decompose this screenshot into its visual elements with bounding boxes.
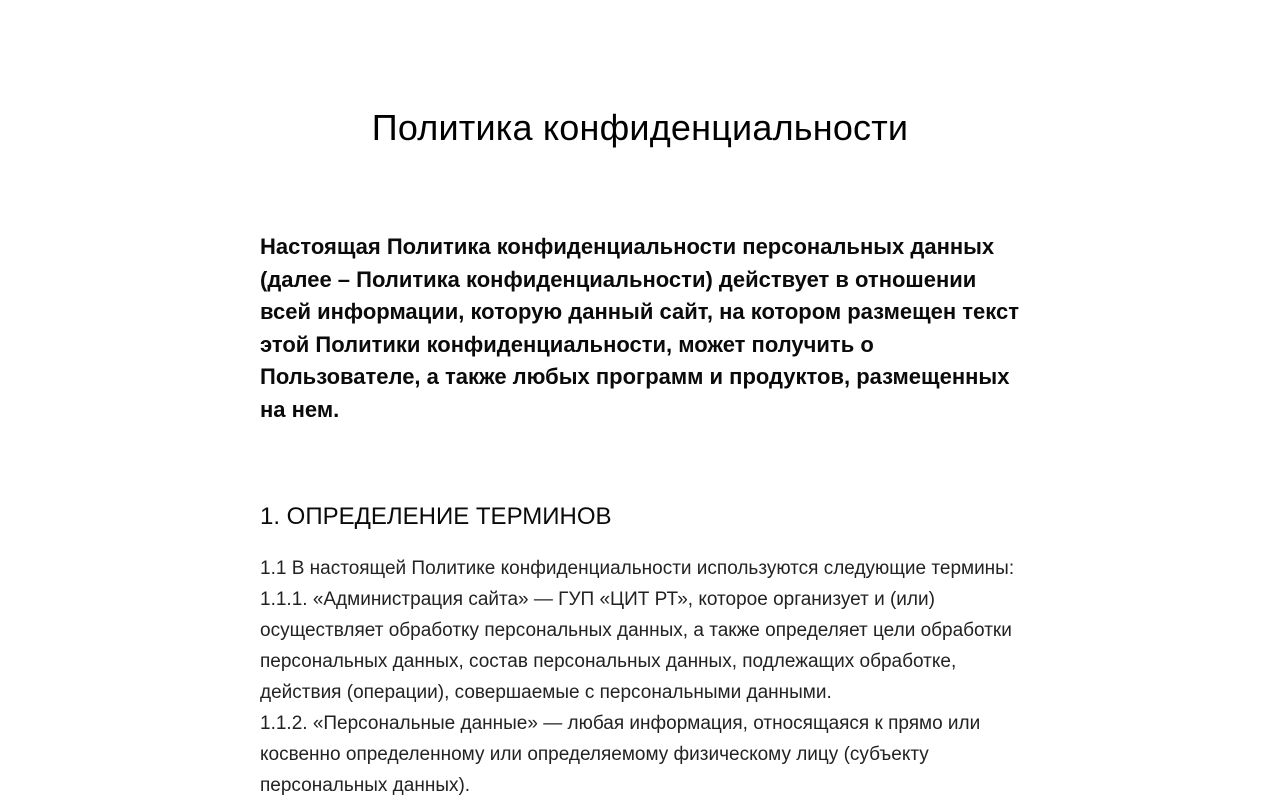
document-content	[260, 231, 1028, 800]
section-heading-definitions: 1. ОПРЕДЕЛЕНИЕ ТЕРМИНОВ	[260, 503, 612, 530]
paragraph-1-1-1: 1.1.1. «Администрация сайта» — ГУП «ЦИТ РТ», которое организует и (или) осуществляет обработку персональных данных, а также определяет цели обработки персональных данных, состав персональных данных, подлежащих обработке, действия (операции), совершаемые с персональными данными.	[260, 589, 1012, 703]
lead-paragraph: Настоящая Политика конфиденциальности персональных данных (далее – Политика конфиденциальности) действует в отношении всей информации, которую данный сайт, на котором размещен текст этой Политики конфиденциальности, может получить о Пользователе, а также любых программ и продуктов, размещенных на нем.	[260, 234, 1020, 422]
section-body-definitions	[260, 553, 1028, 800]
paragraph-1-1-2: 1.1.2. «Персональные данные» — любая информация, относящаяся к прямо или косвенно определенному или определяемому физическому лицу (субъекту персональных данных).	[260, 713, 981, 796]
paragraph-1-1: 1.1 В настоящей Политике конфиденциальности используются следующие термины:	[260, 558, 1015, 579]
page-title: Политика конфиденциальности	[371, 107, 909, 148]
